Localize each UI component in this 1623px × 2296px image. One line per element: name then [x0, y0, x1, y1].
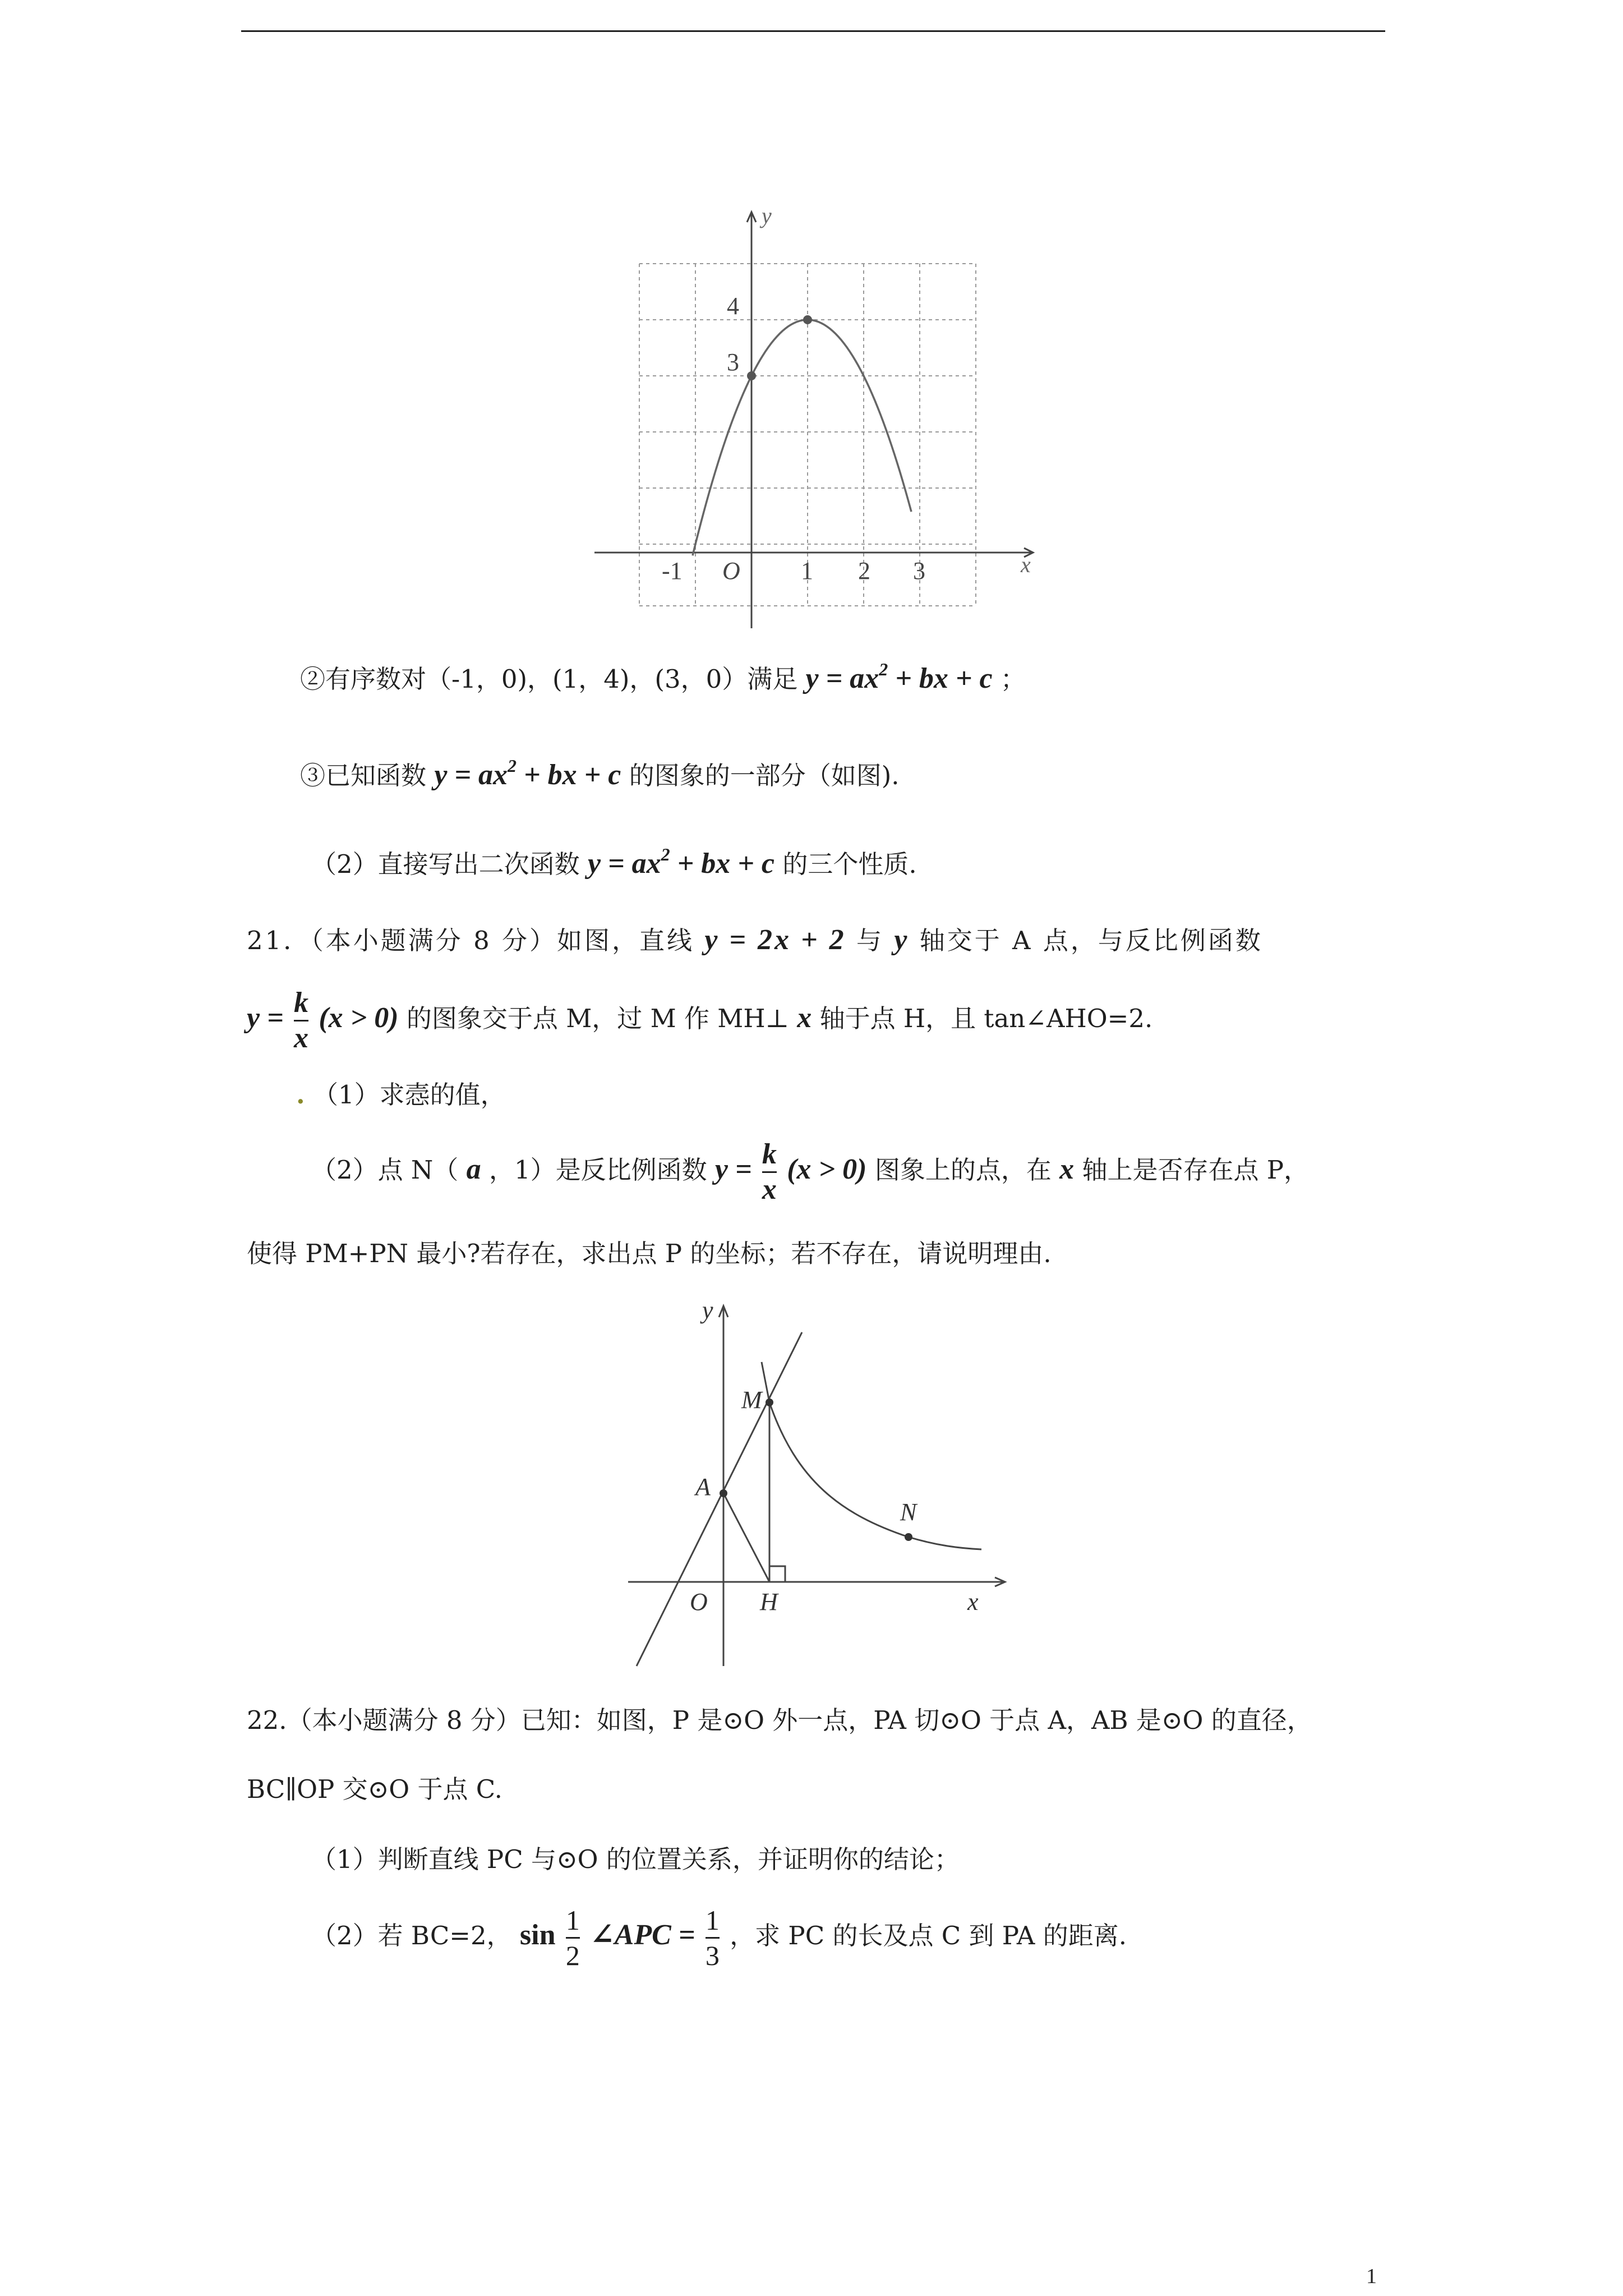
- q21-line2-tail2: 轴于点 H，且 tan∠AHO=2.: [819, 1004, 1153, 1033]
- q21-part2-c: 图象上的点，在: [874, 1155, 1052, 1185]
- right-angle-mark: [769, 1566, 785, 1582]
- q21-line2-tail: 的图象交于点 M，过 M 作 MH⊥: [406, 1004, 789, 1033]
- tick-label-x: 3: [913, 557, 925, 585]
- q21-mid: 与: [856, 926, 884, 955]
- label-O: O: [690, 1588, 708, 1616]
- item-3: [300, 758, 900, 793]
- extension-MH: [762, 1362, 769, 1402]
- q21-part1-text: （1）求悫的值，: [312, 1080, 506, 1110]
- fraction-denominator: 2: [565, 1940, 580, 1971]
- q21-a-var: a: [466, 1153, 481, 1185]
- tick-label-x: -1: [662, 557, 683, 585]
- y-axis-label: y: [762, 203, 772, 228]
- fraction-numerator: 1: [565, 1904, 580, 1936]
- q21-part2: [311, 1133, 1309, 1207]
- label-A: A: [695, 1473, 711, 1501]
- item-2-tail: ；: [1000, 664, 1026, 694]
- grid-lines: [639, 264, 976, 606]
- q21-func-cond: (x > 0): [319, 1002, 399, 1034]
- label-H: H: [760, 1588, 778, 1616]
- y-intercept-point: [747, 371, 756, 380]
- item-3-text: ③已知函数: [300, 761, 427, 790]
- q22-line1-text: 22.（本小题满分 8 分）已知：如图，P 是⊙O 外一点，PA 切⊙O 于点 A，AB 是⊙O 的直径，: [247, 1705, 1312, 1735]
- fraction-denominator: x: [294, 1022, 309, 1054]
- parabola-curve: [693, 320, 911, 555]
- q21-part2-d: 轴上是否存在点 P，: [1082, 1155, 1310, 1185]
- origin-label: O: [722, 557, 740, 585]
- hyperbola-figure: [617, 1296, 1009, 1672]
- q21-part1: [296, 1078, 506, 1112]
- parabola-figure: [583, 202, 1049, 639]
- q21-x-var-2: x: [1059, 1153, 1075, 1185]
- q21-line-eq: y = 2x + 2: [704, 924, 846, 956]
- point-N: [905, 1533, 912, 1541]
- q22-line2: [247, 1773, 502, 1806]
- tick-label-y: 4: [727, 292, 739, 320]
- k-over-x-fraction: [294, 987, 308, 1054]
- q22-part1-text: （1）判断直线 PC 与⊙O 的位置关系，并证明你的结论；: [311, 1844, 960, 1874]
- fraction-denominator: x: [762, 1174, 777, 1205]
- q22-part2-a: （2）若 BC=2，: [311, 1921, 512, 1950]
- q21-mid2: 轴交于 A 点，与反比例函数: [919, 926, 1263, 955]
- angle-apc: ∠APC =: [590, 1919, 695, 1951]
- tick-label-x: 2: [858, 557, 870, 585]
- q21-func-lhs: y =: [247, 1002, 284, 1034]
- sin-label: sin: [519, 1919, 556, 1951]
- q21-line1: [247, 923, 1263, 958]
- q21-x-var: x: [797, 1002, 812, 1034]
- q21-line2: [247, 982, 1152, 1055]
- fraction-numerator: k: [762, 1138, 777, 1170]
- q22-line2-text: BC∥OP 交⊙O 于点 C.: [247, 1774, 502, 1804]
- q21-part2-line2: [247, 1237, 1052, 1271]
- segment-AH: [723, 1493, 769, 1582]
- label-N: N: [900, 1498, 917, 1526]
- q22-part2: [311, 1896, 1127, 1975]
- q20-part2-tail: 的三个性质.: [782, 849, 917, 879]
- q21-func-cond-2: (x > 0): [787, 1153, 867, 1185]
- item-3-tail: 的图象的一部分（如图).: [629, 761, 900, 790]
- q21-y-var: y: [894, 924, 910, 956]
- q20-part2-formula: $y = ax^2$ + bx + c: [587, 844, 775, 880]
- point-M: [766, 1398, 773, 1406]
- item-2: [300, 659, 1026, 696]
- q22-part2-b: ，求 PC 的长及点 C 到 PA 的距离.: [730, 1921, 1127, 1950]
- item-3-formula: $y = ax^2$ + bx + c: [434, 756, 621, 791]
- point-A: [720, 1489, 727, 1497]
- line-y-2x-2: [637, 1332, 802, 1666]
- q21-func-lhs-2: y =: [714, 1153, 752, 1185]
- q20-part2-text: （2）直接写出二次函数: [311, 849, 580, 879]
- fraction-denominator: 3: [705, 1940, 720, 1971]
- fraction-numerator: 1: [705, 1904, 720, 1936]
- q22-line1: [247, 1704, 1312, 1737]
- q22-part1: [311, 1843, 960, 1876]
- page-number: 1: [1366, 2265, 1377, 2288]
- x-axis-label: x: [967, 1588, 979, 1616]
- vertex-point: [803, 315, 812, 324]
- q21-head: 21．（本小题满分 8 分）如图，直线: [247, 926, 695, 955]
- one-half-fraction: [566, 1904, 580, 1971]
- x-axis-label: x: [1021, 552, 1031, 577]
- q21-part2-a: （2）点 N（: [311, 1155, 459, 1185]
- q20-part2: [311, 844, 917, 881]
- header-rule: [241, 30, 1385, 32]
- k-over-x-fraction-2: [762, 1139, 777, 1205]
- stray-dot: .: [296, 1080, 305, 1110]
- one-third-fraction: [706, 1904, 720, 1971]
- tick-label-x: 1: [801, 557, 813, 585]
- q21-part2-b: ，1）是反比例函数: [488, 1155, 707, 1185]
- label-M: M: [741, 1386, 762, 1414]
- q21-part2-line2-text: 使得 PM+PN 最小?若存在，求出点 P 的坐标；若不存在，请说明理由.: [247, 1239, 1052, 1268]
- hyperbola-curve: [769, 1402, 981, 1549]
- item-2-formula: $y = ax^2$ + bx + c: [805, 659, 993, 694]
- y-axis-label: y: [702, 1296, 713, 1324]
- item-2-text: ②有序数对（-1，0)，(1，4)，(3，0）满足: [300, 664, 798, 694]
- tick-label-y: 3: [727, 348, 739, 376]
- fraction-numerator: k: [294, 987, 309, 1019]
